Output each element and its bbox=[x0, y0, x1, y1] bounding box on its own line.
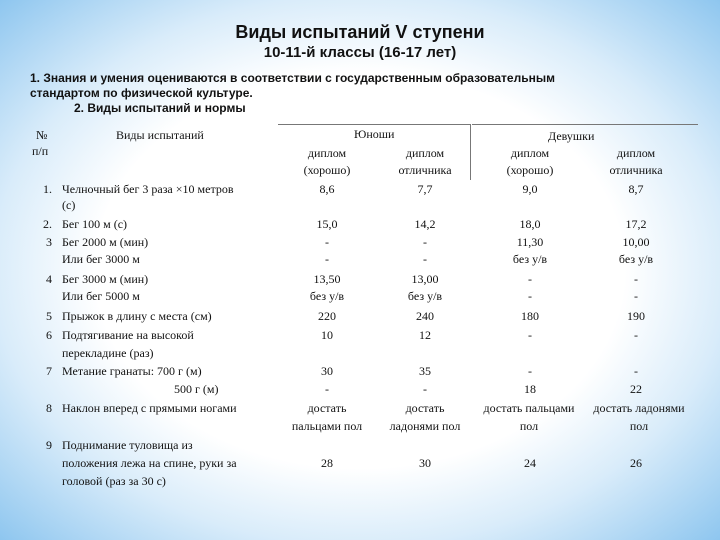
row-5-girls-good: 180 bbox=[521, 309, 539, 323]
row-4-boys-good: 13,50 bbox=[313, 272, 341, 286]
header-num: № bbox=[36, 128, 48, 142]
row-6-name: Подтягивание на высокой bbox=[62, 328, 194, 342]
row-7-num: 7 bbox=[46, 364, 52, 378]
row-9-girls-good: 24 bbox=[524, 456, 536, 470]
row-8-girls-good: достать пальцами bbox=[483, 401, 575, 415]
row-6-boys-excellent: 12 bbox=[419, 328, 431, 342]
row-6-girls-good: - bbox=[528, 328, 532, 342]
boys-header-rule bbox=[278, 124, 470, 125]
row-3-num: 3 bbox=[46, 235, 52, 249]
intro-line-3: 2. Виды испытаний и нормы bbox=[74, 101, 246, 115]
row-8-name: Наклон вперед с прямыми ногами bbox=[62, 401, 237, 415]
row-7-boys-good-2: - bbox=[325, 382, 329, 396]
row-3-name-2: Или бег 3000 м bbox=[62, 252, 140, 266]
row-9-name: Поднимание туловища из bbox=[62, 438, 193, 452]
row-2-num: 2. bbox=[43, 217, 52, 231]
row-1-num: 1. bbox=[43, 182, 52, 196]
row-9-num: 9 bbox=[46, 438, 52, 452]
header-divider bbox=[470, 124, 471, 180]
row-3-girls-excellent-2: без у/в bbox=[618, 252, 654, 266]
row-7-girls-good-2: 18 bbox=[524, 382, 536, 396]
header-girls-excellent: диплом bbox=[616, 146, 656, 160]
intro-line-2: стандартом по физической культуре. bbox=[30, 86, 253, 100]
row-5-girls-excellent: 190 bbox=[627, 309, 645, 323]
row-6-name-2: перекладине (раз) bbox=[62, 346, 154, 360]
row-4-girls-excellent: - bbox=[634, 272, 638, 286]
row-1-name: Челночный бег 3 раза ×10 метров bbox=[62, 182, 234, 196]
row-8-girls-excellent-2: пол bbox=[629, 419, 649, 433]
header-boys: Юноши bbox=[354, 127, 395, 141]
row-8-boys-good-2: пальцами пол bbox=[291, 419, 363, 433]
intro-text bbox=[30, 71, 710, 116]
row-2-boys-excellent: 14,2 bbox=[414, 217, 436, 231]
row-7-boys-excellent-2: - bbox=[423, 382, 427, 396]
row-4-name: Бег 3000 м (мин) bbox=[62, 272, 149, 286]
row-6-boys-good: 10 bbox=[321, 328, 333, 342]
row-8-girls-excellent: достать ладонями bbox=[593, 401, 685, 415]
header-boys-good: диплом bbox=[307, 146, 347, 160]
row-4-girls-good-2: - bbox=[528, 289, 532, 303]
row-3-girls-good: 11,30 bbox=[516, 235, 544, 249]
row-4-boys-good-2: без у/в bbox=[309, 289, 345, 303]
header-girls-excellent-2: отличника bbox=[609, 163, 663, 177]
row-9-name-2: положения лежа на спине, руки за bbox=[62, 456, 237, 470]
page-subtitle: 10-11-й классы (16-17 лет) bbox=[263, 44, 457, 61]
row-6-num: 6 bbox=[46, 328, 52, 342]
row-4-boys-excellent: 13,00 bbox=[411, 272, 439, 286]
header-tests: Виды испытаний bbox=[116, 128, 204, 142]
header-boys-excellent: диплом bbox=[405, 146, 445, 160]
row-5-name: Прыжок в длину с места (см) bbox=[62, 309, 212, 323]
row-5-boys-good: 220 bbox=[318, 309, 336, 323]
row-9-girls-excellent: 26 bbox=[630, 456, 642, 470]
header-girls-good-2: (хорошо) bbox=[506, 163, 554, 177]
row-7-boys-good: 30 bbox=[321, 364, 333, 378]
header-girls: Девушки bbox=[548, 129, 595, 143]
row-1-boys-excellent: 7,7 bbox=[417, 182, 433, 196]
row-7-name: Метание гранаты: 700 г (м) bbox=[62, 364, 202, 378]
row-1-girls-excellent: 8,7 bbox=[628, 182, 644, 196]
header-boys-excellent-2: отличника bbox=[398, 163, 452, 177]
intro-line-1: 1. Знания и умения оцениваются в соответствии с государственным образовательным bbox=[30, 71, 555, 85]
row-5-boys-excellent: 240 bbox=[416, 309, 434, 323]
row-1-girls-good: 9,0 bbox=[522, 182, 538, 196]
row-1-name-2: (с) bbox=[62, 198, 76, 212]
row-7-girls-excellent-2: 22 bbox=[630, 382, 642, 396]
row-3-girls-excellent: 10,00 bbox=[622, 235, 650, 249]
row-8-num: 8 bbox=[46, 401, 52, 415]
row-7-name-2: 500 г (м) bbox=[174, 382, 219, 396]
row-2-boys-good: 15,0 bbox=[316, 217, 338, 231]
page-title: Виды испытаний V ступени bbox=[235, 22, 485, 42]
girls-header-rule bbox=[472, 124, 698, 125]
row-2-girls-excellent: 17,2 bbox=[625, 217, 647, 231]
row-8-girls-good-2: пол bbox=[519, 419, 539, 433]
row-4-boys-excellent-2: без у/в bbox=[407, 289, 443, 303]
row-7-boys-excellent: 35 bbox=[419, 364, 431, 378]
row-2-name: Бег 100 м (с) bbox=[62, 217, 128, 231]
row-3-boys-excellent-2: - bbox=[423, 252, 427, 266]
row-8-boys-excellent: достать bbox=[405, 401, 445, 415]
row-4-num: 4 bbox=[46, 272, 52, 286]
row-6-girls-excellent: - bbox=[634, 328, 638, 342]
row-7-girls-good: - bbox=[528, 364, 532, 378]
row-2-girls-good: 18,0 bbox=[519, 217, 541, 231]
header-boys-good-2: (хорошо) bbox=[303, 163, 351, 177]
row-3-name: Бег 2000 м (мин) bbox=[62, 235, 149, 249]
header-num-2: п/п bbox=[32, 144, 49, 158]
row-9-boys-excellent: 30 bbox=[419, 456, 431, 470]
row-7-girls-excellent: - bbox=[634, 364, 638, 378]
row-9-name-3: головой (раз за 30 с) bbox=[62, 474, 166, 488]
row-9-boys-good: 28 bbox=[321, 456, 333, 470]
row-3-boys-good: - bbox=[325, 235, 329, 249]
row-4-name-2: Или бег 5000 м bbox=[62, 289, 140, 303]
row-1-boys-good: 8,6 bbox=[319, 182, 335, 196]
row-3-boys-excellent: - bbox=[423, 235, 427, 249]
row-5-num: 5 bbox=[46, 309, 52, 323]
row-3-girls-good-2: без у/в bbox=[512, 252, 548, 266]
row-3-boys-good-2: - bbox=[325, 252, 329, 266]
header-girls-good: диплом bbox=[510, 146, 550, 160]
row-4-girls-excellent-2: - bbox=[634, 289, 638, 303]
row-8-boys-good: достать bbox=[307, 401, 347, 415]
row-8-boys-excellent-2: ладонями пол bbox=[389, 419, 461, 433]
row-4-girls-good: - bbox=[528, 272, 532, 286]
